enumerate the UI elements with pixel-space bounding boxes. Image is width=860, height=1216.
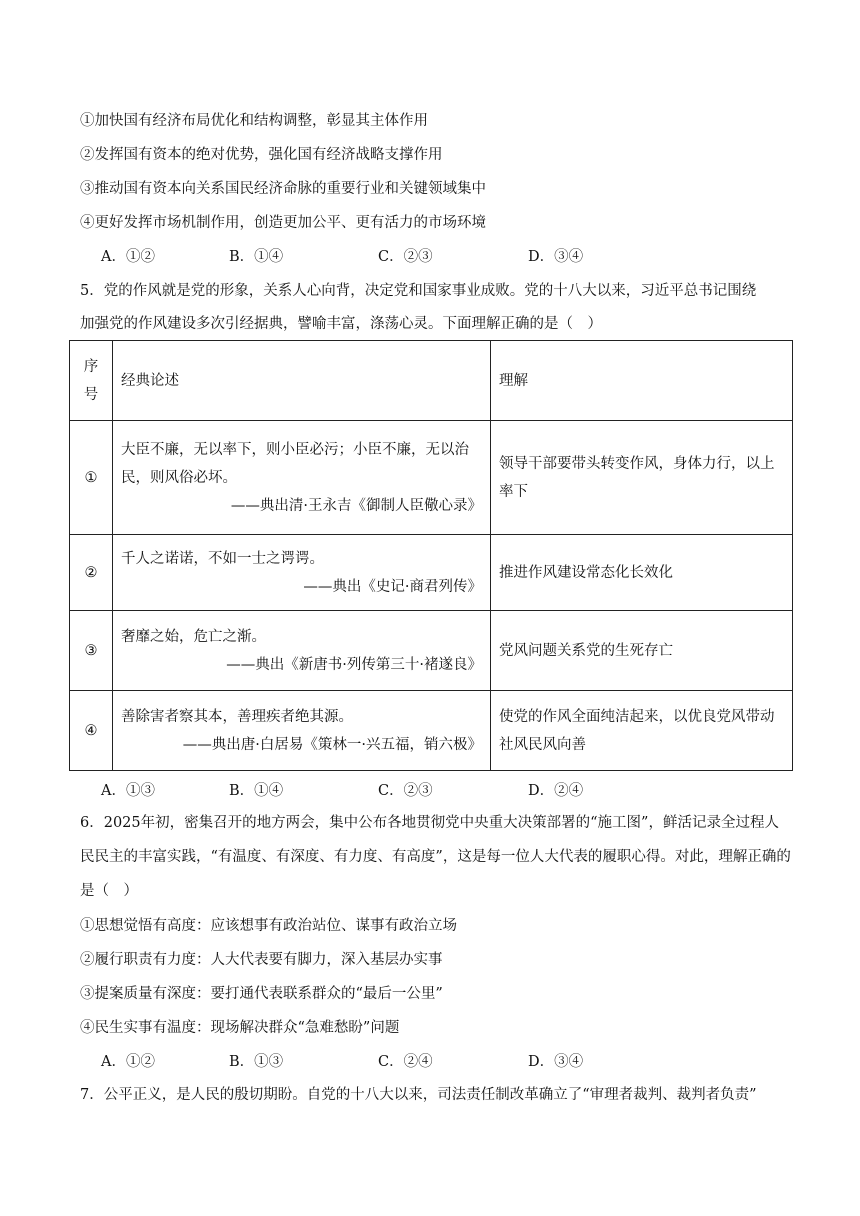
q6-item-1: ①思想觉悟有高度：应该想事有政治站位、谋事有政治立场 xyxy=(80,918,457,934)
q4-option-b: B．①④ xyxy=(229,249,284,265)
q4-item-4: ④更好发挥市场机制作用，创造更加公平、更有活力的市场环境 xyxy=(80,215,486,231)
header-number: 序号 xyxy=(70,341,113,421)
q4-option-d: D．③④ xyxy=(528,249,584,265)
row-citation: ——典出清·王永吉《御制人臣儆心录》 xyxy=(230,497,482,514)
q6-item-4: ④民生实事有温度：现场解决群众“急难愁盼”问题 xyxy=(80,1020,400,1036)
q6-option-b: B．①③ xyxy=(229,1054,284,1070)
row-citation: ——典出唐·白居易《策林一·兴五福，销六极》 xyxy=(182,736,482,753)
table-row xyxy=(70,421,793,535)
q4-item-1: ①加快国有经济布局优化和结构调整，彰显其主体作用 xyxy=(80,113,428,129)
row-citation: ——典出《史记·商君列传》 xyxy=(303,578,482,595)
row-understanding: 推进作风建设常态化长效化 xyxy=(491,535,793,611)
q6-item-2: ②履行职责有力度：人大代表要有脚力，深入基层办实事 xyxy=(80,952,443,968)
row-number: ③ xyxy=(70,611,113,691)
table-row xyxy=(70,691,793,771)
row-understanding: 使党的作风全面纯洁起来，以优良党风带动社风民风向善 xyxy=(491,691,793,771)
q6-item-3: ③提案质量有深度：要打通代表联系群众的“最后一公里” xyxy=(80,986,443,1002)
q5-option-c: C．②③ xyxy=(378,783,433,799)
q6-option-d: D．③④ xyxy=(528,1054,584,1070)
q4-item-3: ③推动国有资本向关系国民经济命脉的重要行业和关键领域集中 xyxy=(80,181,486,197)
q5-stem-line-1: 5．党的作风就是党的形象，关系人心向背，决定党和国家事业成败。党的十八大以来，习近平总书记围绕 xyxy=(80,283,757,299)
row-understanding: 领导干部要带头转变作风，身体力行，以上率下 xyxy=(491,421,793,535)
table-header-row xyxy=(70,341,793,421)
row-understanding: 党风问题关系党的生死存亡 xyxy=(491,611,793,691)
row-number: ② xyxy=(70,535,113,611)
q5-option-b: B．①④ xyxy=(229,783,284,799)
table-row xyxy=(70,611,793,691)
table-row xyxy=(70,535,793,611)
q5-option-d: D．②④ xyxy=(528,783,584,799)
q7-stem-line-1: 7．公平正义，是人民的殷切期盼。自党的十八大以来，司法责任制改革确立了“审理者裁判、裁判者负责” xyxy=(80,1087,757,1103)
header-quote: 经典论述 xyxy=(113,341,491,421)
q6-stem: 6．2025年初，密集召开的地方两会，集中公布各地贯彻党中央重大决策部署的“施工图”，鲜活记录全过程人民民主的丰富实践，“有温度、有深度、有力度、有高度”，这是每一位人大代表的履职心得。对此，理解正确的是（ ） xyxy=(80,815,791,899)
row-quote: 善除害者察其本，善理疾者绝其源。 ——典出唐·白居易《策林一·兴五福，销六极》 xyxy=(113,691,491,771)
row-citation: ——典出《新唐书·列传第三十·褚遂良》 xyxy=(226,656,482,673)
header-understanding: 理解 xyxy=(491,341,793,421)
row-quote: 千人之诺诺，不如一士之谔谔。 ——典出《史记·商君列传》 xyxy=(113,535,491,611)
q5-option-a: A．①③ xyxy=(101,783,155,799)
row-number: ① xyxy=(70,421,113,535)
q5-stem-line-2: 加强党的作风建设多次引经据典，譬喻丰富，涤荡心灵。下面理解正确的是（ ） xyxy=(80,316,602,332)
q4-option-c: C．②③ xyxy=(378,249,433,265)
q6-option-a: A．①② xyxy=(101,1054,155,1070)
row-number: ④ xyxy=(70,691,113,771)
q5-table xyxy=(69,340,793,771)
q4-item-2: ②发挥国有资本的绝对优势，强化国有经济战略支撑作用 xyxy=(80,147,443,163)
q6-option-c: C．②④ xyxy=(378,1054,433,1070)
row-quote: 大臣不廉，无以率下，则小臣必污；小臣不廉，无以治 民，则风俗必坏。 ——典出清·王永吉《御制人臣儆心录》 xyxy=(113,421,491,535)
row-quote: 奢靡之始，危亡之渐。 ——典出《新唐书·列传第三十·褚遂良》 xyxy=(113,611,491,691)
q4-option-a: A．①② xyxy=(101,249,155,265)
